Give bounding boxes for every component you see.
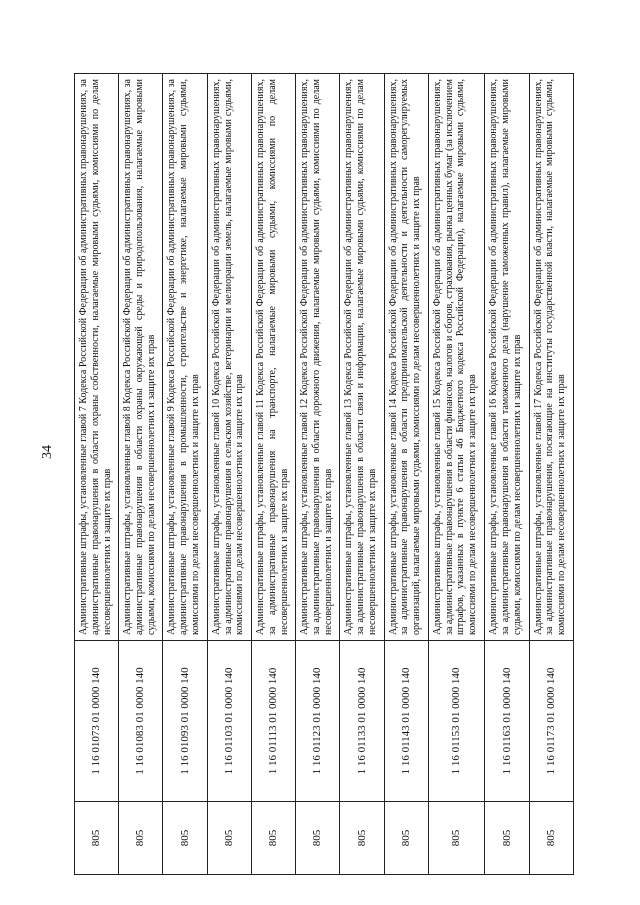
income-description-cell: Административные штрафы, установленные главой 9 Кодекса Российской Федерации об административных правонарушениях, за административные правонарушения в промышленности, строительстве и энергетике, налагаемые мировыми судьями, комиссиями по делам несовершеннолетних и защите их прав [163, 74, 207, 641]
budget-classification-code-cell: 1 16 01113 01 0000 140 [251, 641, 295, 802]
administrator-code-cell: 805 [296, 802, 340, 875]
administrator-code-cell: 805 [119, 802, 163, 875]
table-row [75, 74, 119, 875]
budget-classification-code-cell: 1 16 01093 01 0000 140 [163, 641, 207, 802]
administrator-code-cell: 805 [485, 802, 529, 875]
income-description-cell: Административные штрафы, установленные главой 13 Кодекса Российской Федерации об административных правонарушениях, за административные правонарушения в области связи и информации, налагаемые мировыми судьями, комиссиями по делам несовершеннолетних и защите их прав [340, 74, 384, 641]
income-description-cell: Административные штрафы, установленные главой 16 Кодекса Российской Федерации об административных правонарушениях, за административные правонарушения в области таможенного дела (нарушение таможенных правил), налагаемые мировыми судьями, комиссиями по делам несовершеннолетних и защите их прав [485, 74, 529, 641]
budget-classification-code-cell: 1 16 01123 01 0000 140 [296, 641, 340, 802]
rotated-table-container [74, 73, 574, 875]
table-row [529, 74, 573, 875]
income-description-cell: Административные штрафы, установленные главой 17 Кодекса Российской Федерации об административных правонарушениях, за административные правонарушения, посягающие на институты государственной власти, налагаемые мировыми судьями, комиссиями по делам несовершеннолетних и защите их прав [529, 74, 573, 641]
administrator-code-cell: 805 [428, 802, 485, 875]
table-row [296, 74, 340, 875]
table-row [384, 74, 428, 875]
budget-classification-code-cell: 1 16 01073 01 0000 140 [75, 641, 119, 802]
income-description-cell: Административные штрафы, установленные главой 14 Кодекса Российской Федерации об административных правонарушениях, за административные правонарушения в области предпринимательской деятельности и деятельности саморегулируемых организаций, налагаемые мировыми судьями, комиссиями по делам несовершеннолетних и защите их прав [384, 74, 428, 641]
income-description-cell: Административные штрафы, установленные главой 8 Кодекса Российской Федерации об административных правонарушениях, за административные правонарушения в области охраны окружающей среды и природопользования, налагаемые мировыми судьями, комиссиями по делам несовершеннолетних и защите их прав [119, 74, 163, 641]
budget-classification-code-cell: 1 16 01083 01 0000 140 [119, 641, 163, 802]
table-row [340, 74, 384, 875]
table-row [119, 74, 163, 875]
budget-classification-code-cell: 1 16 01163 01 0000 140 [485, 641, 529, 802]
administrator-code-cell: 805 [384, 802, 428, 875]
budget-classification-code-cell: 1 16 01103 01 0000 140 [207, 641, 251, 802]
table-row [163, 74, 207, 875]
budget-classification-code-cell: 1 16 01133 01 0000 140 [340, 641, 384, 802]
table-body [75, 74, 574, 875]
administrator-code-cell: 805 [340, 802, 384, 875]
income-description-cell: Административные штрафы, установленные главой 7 Кодекса Российской Федерации об административных правонарушениях, за административные правонарушения в области охраны собственности, налагаемые мировыми судьями, комиссиями по делам несовершеннолетних и защите их прав [75, 74, 119, 641]
page-number: 34 [40, 445, 55, 459]
administrator-code-cell: 805 [163, 802, 207, 875]
table-row [485, 74, 529, 875]
table-row [428, 74, 485, 875]
administrator-code-cell: 805 [251, 802, 295, 875]
administrator-code-cell: 805 [75, 802, 119, 875]
budget-classification-code-cell: 1 16 01143 01 0000 140 [384, 641, 428, 802]
income-description-cell: Административные штрафы, установленные главой 11 Кодекса Российской Федерации об административных правонарушениях, за административные правонарушения на транспорте, налагаемые мировыми судьями, комиссиями по делам несовершеннолетних и защите их прав [251, 74, 295, 641]
budget-code-table [74, 73, 574, 875]
table-row [251, 74, 295, 875]
administrator-code-cell: 805 [529, 802, 573, 875]
income-description-cell: Административные штрафы, установленные главой 12 Кодекса Российской Федерации об административных правонарушениях, за административные правонарушения в области дорожного движения, налагаемые мировыми судьями, комиссиями по делам несовершеннолетних и защите их прав [296, 74, 340, 641]
table-row [207, 74, 251, 875]
administrator-code-cell: 805 [207, 802, 251, 875]
income-description-cell: Административные штрафы, установленные главой 10 Кодекса Российской Федерации об административных правонарушениях, за административные правонарушения в сельском хозяйстве, ветеринарии и мелиорации земель, налагаемые мировыми судьями, комиссиями по делам несовершеннолетних и защите их прав [207, 74, 251, 641]
budget-classification-code-cell: 1 16 01153 01 0000 140 [428, 641, 485, 802]
budget-classification-code-cell: 1 16 01173 01 0000 140 [529, 641, 573, 802]
income-description-cell: Административные штрафы, установленные главой 15 Кодекса Российской Федерации об административных правонарушениях, за административные правонарушения в области финансов, налогов и сборов, страхования, рынка ценных бумаг (за исключением штрафов, указанных в пункте 6 статьи 46 Бюджетного кодекса Российской Федерации), налагаемые мировыми судьями, комиссиями по делам несовершеннолетних и защите их прав [428, 74, 485, 641]
